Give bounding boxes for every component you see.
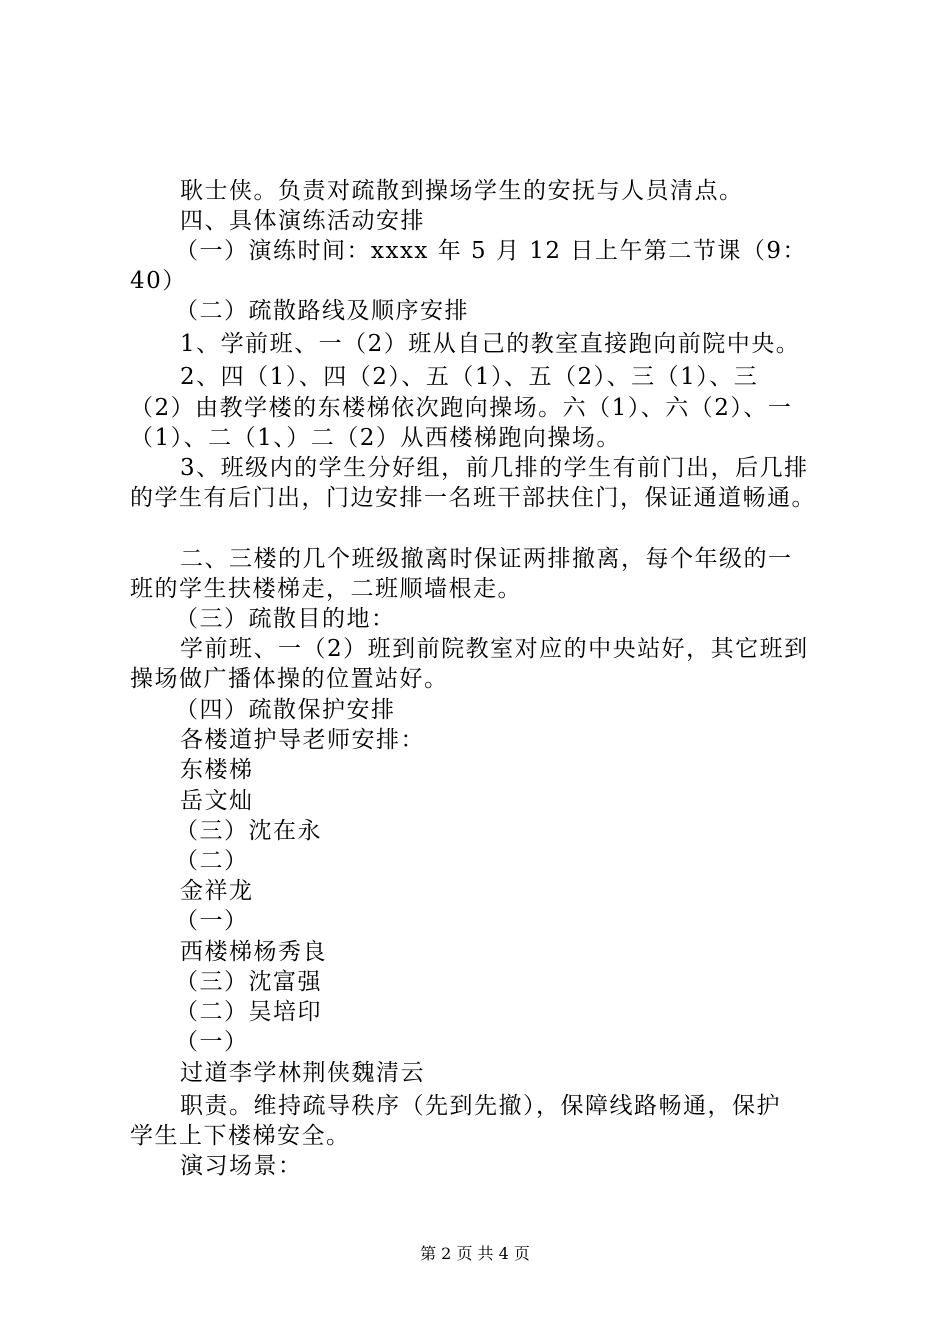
text-line: 40） (130, 268, 187, 294)
text-line: 1、学前班、一（2）班从自己的教室直接跑向前院中央。 (180, 331, 801, 357)
text-line: 学前班、一（2）班到前院教室对应的中央站好，其它班到 (180, 636, 809, 662)
text-line: 西楼梯杨秀良 (180, 939, 327, 965)
subsection-heading: （三）疏散目的地： (175, 606, 396, 632)
text-line: 东楼梯 (180, 757, 254, 783)
text-line: 2、四（1）、四（2）、五（1）、五（2）、三（1）、三 (180, 364, 759, 390)
text-line: （一） (175, 1029, 249, 1055)
subsection-heading: （一）演练时间：xxxx 年 5 月 12 日上午第二节课（9： (175, 238, 807, 264)
text-line: 耿士侠。负责对疏散到操场学生的安抚与人员清点。 (180, 178, 744, 204)
text-line: 的学生有后门出，门边安排一名班干部扶住门，保证通道畅通。 (130, 485, 816, 511)
text-line: 操场做广播体操的位置站好。 (130, 666, 449, 692)
text-line: 岳文灿 (180, 788, 254, 814)
text-line: （二） (175, 848, 249, 874)
subsection-heading: （四）疏散保护安排 (175, 697, 396, 723)
text-line: （三）沈富强 (175, 969, 322, 995)
text-line: 二、三楼的几个班级撤离时保证两排撤离，每个年级的一 (180, 546, 793, 572)
text-line: （1）、二（1、）二（2）从西楼梯跑向操场。 (130, 425, 621, 451)
text-line: 演习场景： (180, 1153, 303, 1179)
text-line: 职责。维持疏导秩序（先到先撤），保障线路畅通，保护 (180, 1093, 781, 1119)
text-line: 班的学生扶楼梯走，二班顺墙根走。 (130, 576, 522, 602)
text-line: 3、班级内的学生分好组，前几排的学生有前门出，后几排 (180, 455, 809, 481)
text-line: 学生上下楼梯安全。 (130, 1123, 351, 1149)
page-number-footer: 第 2 页 共 4 页 (420, 1244, 530, 1263)
subsection-heading: （二）疏散路线及顺序安排 (175, 298, 469, 324)
text-line: 金祥龙 (180, 878, 254, 904)
text-line: （2）由教学楼的东楼梯依次跑向操场。六（1）、六（2）、一 (130, 395, 793, 421)
text-line: （一） (175, 908, 249, 934)
text-line: 各楼道护导老师安排： (180, 727, 425, 753)
text-line: （二）吴培印 (175, 999, 322, 1025)
section-heading: 四、具体演练活动安排 (180, 208, 425, 234)
text-line: （三）沈在永 (175, 818, 322, 844)
text-line: 过道李学林荆侠魏清云 (180, 1060, 425, 1086)
